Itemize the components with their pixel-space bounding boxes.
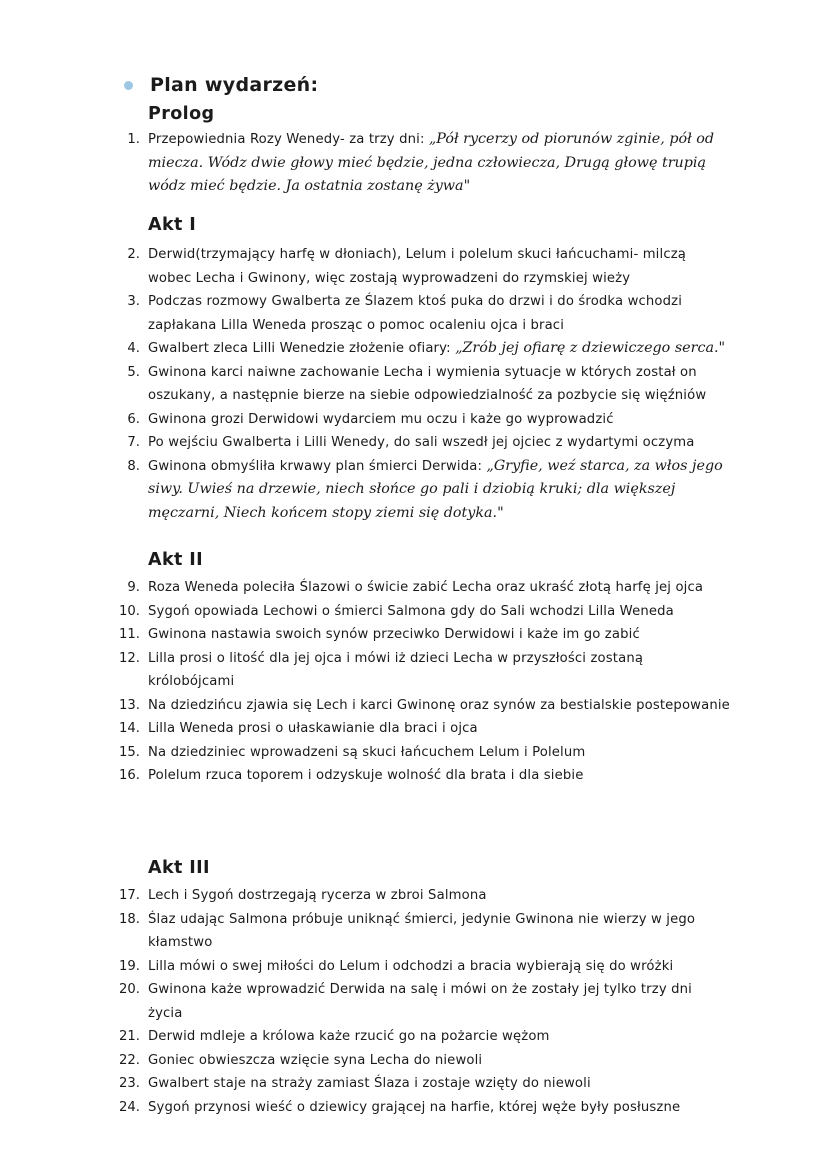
list-item (110, 600, 730, 624)
list-item (110, 717, 730, 741)
item-text-block (148, 455, 730, 526)
item-number: 9. (127, 580, 140, 595)
list-item (110, 1072, 730, 1096)
item-text-block (148, 764, 730, 788)
item-text: Po wejściu Gwalberta i Lilli Wenedy, do sali wszedł jej ojciec z wydartymi oczyma (148, 435, 695, 450)
item-text: Ślaz udając Salmona próbuje uniknąć śmierci, jedynie Gwinona nie wierzy w jego kłamstwo (148, 911, 696, 950)
item-text: Gwinona nastawia swoich synów przeciwko Derwidowi i każe im go zabić (148, 627, 640, 642)
item-number: 17. (119, 888, 140, 903)
item-text: Derwid(trzymający harfę w dłoniach), Lelum i polelum skuci łańcuchami- milczą wobec Lecha i Gwinony, więc zostają wyprowadzeni do rzymskiej wieży (148, 247, 687, 286)
list-item (110, 1049, 730, 1073)
list-item (110, 337, 730, 361)
list-item (110, 647, 730, 694)
section-title-akt-3: Akt III (148, 858, 210, 878)
item-text: Gwalbert staje na straży zamiast Ślaza i zostaje wzięty do niewoli (148, 1076, 591, 1091)
item-text-block (148, 741, 730, 765)
item-text-block (148, 1096, 730, 1120)
item-text: Lech i Sygoń dostrzegają rycerza w zbroi Salmona (148, 888, 487, 903)
list-item (110, 243, 730, 290)
item-text-block (148, 908, 730, 955)
item-text-block (148, 408, 730, 432)
item-number: 1. (127, 132, 140, 147)
list-item (110, 1096, 730, 1120)
list-item (110, 455, 730, 526)
list-item (110, 128, 730, 199)
item-text: Lilla Weneda prosi o ułaskawianie dla braci i ojca (148, 721, 478, 736)
item-number: 6. (127, 411, 140, 427)
item-text: Na dziedziniec wprowadzeni są skuci łańcuchem Lelum i Polelum (148, 744, 586, 760)
item-text-block (148, 128, 730, 199)
item-text-block (148, 361, 730, 408)
item-text: Lilla prosi o litość dla jej ojca i mówi iż dzieci Lecha w przyszłości zostaną królobójcami (148, 650, 644, 689)
list-item (110, 741, 730, 765)
list-item (110, 290, 730, 337)
item-text: Lilla mówi o swej miłości do Lelum i odchodzi a bracia wybierają się do wróżki (148, 958, 674, 974)
item-text-block (148, 978, 730, 1025)
item-text: Polelum rzuca toporem i odzyskuje wolność dla brata i dla siebie (148, 768, 584, 783)
item-text: Gwinona każe wprowadzić Derwida na salę i mówi on że zostały jej tylko trzy dni życia (148, 982, 692, 1021)
item-number: 12. (119, 650, 140, 666)
item-text-block (148, 337, 730, 361)
list-item (110, 576, 730, 600)
item-text-block (148, 1025, 730, 1049)
list-item (110, 884, 730, 908)
item-number: 23. (119, 1076, 140, 1091)
plan-heading (124, 74, 318, 96)
item-quote: „Zrób jej ofiarę z dziewiczego serca." (455, 340, 726, 356)
item-number: 8. (127, 458, 140, 474)
item-text: Sygoń opowiada Lechowi o śmierci Salmona gdy do Sali wchodzi Lilla Weneda (148, 603, 674, 619)
item-text-block (148, 717, 730, 741)
item-text: Gwinona karci naiwne zachowanie Lecha i wymienia sytuacje w których został on oszukany, a następnie bierze na siebie odpowiedzialność za pozbycie się więźniów (148, 364, 707, 403)
item-text: Roza Weneda poleciła Ślazowi o świcie zabić Lecha oraz ukraść złotą harfę jej ojca (148, 580, 704, 595)
item-text: Przepowiednia Rozy Wenedy- za trzy dni: (148, 132, 429, 147)
item-text: Goniec obwieszcza wzięcie syna Lecha do niewoli (148, 1052, 483, 1068)
item-text: Gwinona obmyśliła krwawy plan śmierci Derwida: (148, 458, 487, 474)
item-text: Gwinona grozi Derwidowi wydarciem mu oczu i każe go wyprowadzić (148, 411, 614, 427)
item-text-block (148, 576, 730, 600)
list-item (110, 955, 730, 979)
item-number: 19. (119, 958, 140, 974)
list-item (110, 1025, 730, 1049)
list-prolog (110, 128, 730, 199)
list-item (110, 764, 730, 788)
list-akt-3 (110, 884, 730, 1119)
item-number: 15. (119, 744, 140, 760)
list-item (110, 431, 730, 455)
item-text-block (148, 600, 730, 624)
item-text-block (148, 1072, 730, 1096)
item-number: 21. (119, 1029, 140, 1044)
item-number: 3. (127, 294, 140, 309)
item-number: 20. (119, 982, 140, 997)
plan-title: Plan wydarzeń: (150, 74, 319, 96)
list-item (110, 361, 730, 408)
item-quote: „Pół rycerzy od piorunów zginie, pół od miecza. Wódz dwie głowy mieć będzie, jedna człowiecza, Drugą głowę trupią wódz mieć będzie. Ja ostatnia zostanę żywa" (148, 131, 715, 194)
item-text: Gwalbert zleca Lilli Wenedzie złożenie ofiary: (148, 341, 456, 356)
item-number: 4. (127, 341, 140, 356)
item-number: 11. (119, 627, 140, 642)
item-text: Na dziedzińcu zjawia się Lech i karci Gwinonę oraz synów za bestialskie postepowanie (148, 697, 730, 713)
item-number: 5. (127, 364, 140, 380)
item-text-block (148, 623, 730, 647)
list-item (110, 908, 730, 955)
section-title-prolog: Prolog (148, 104, 215, 124)
item-text-block (148, 243, 730, 290)
item-number: 10. (119, 603, 140, 619)
item-number: 14. (119, 721, 140, 736)
item-text-block (148, 694, 730, 718)
bullet-icon (124, 81, 133, 90)
item-text: Sygoń przynosi wieść o dziewicy grającej na harfie, której węże były posłuszne (148, 1099, 681, 1115)
list-item (110, 408, 730, 432)
item-number: 2. (127, 247, 140, 262)
list-item (110, 694, 730, 718)
list-akt-2 (110, 576, 730, 788)
item-number: 7. (127, 435, 140, 450)
item-number: 18. (119, 911, 140, 927)
item-text-block (148, 955, 730, 979)
item-text: Derwid mdleje a królowa każe rzucić go na pożarcie wężom (148, 1029, 550, 1044)
item-number: 16. (119, 768, 140, 783)
item-text-block (148, 1049, 730, 1073)
item-quote: „Gryfie, weź starca, za włos jego siwy. Uwieś na drzewie, niech słońce go pali i dziobią kruki; dla większej męczarni, Niech końcem stopy ziemi się dotyka." (148, 457, 723, 521)
item-text: Podczas rozmowy Gwalberta ze Ślazem ktoś puka do drzwi i do środka wchodzi zapłakana Lilla Weneda prosząc o pomoc ocaleniu ojca i braci (148, 294, 683, 333)
list-item (110, 978, 730, 1025)
list-akt-1 (110, 243, 730, 525)
section-title-akt-1: Akt I (148, 215, 197, 235)
section-title-akt-2: Akt II (148, 550, 204, 570)
item-number: 22. (119, 1052, 140, 1068)
list-item (110, 623, 730, 647)
item-number: 24. (119, 1099, 140, 1115)
item-number: 13. (119, 697, 140, 713)
item-text-block (148, 431, 730, 455)
item-text-block (148, 290, 730, 337)
item-text-block (148, 884, 730, 908)
item-text-block (148, 647, 730, 694)
